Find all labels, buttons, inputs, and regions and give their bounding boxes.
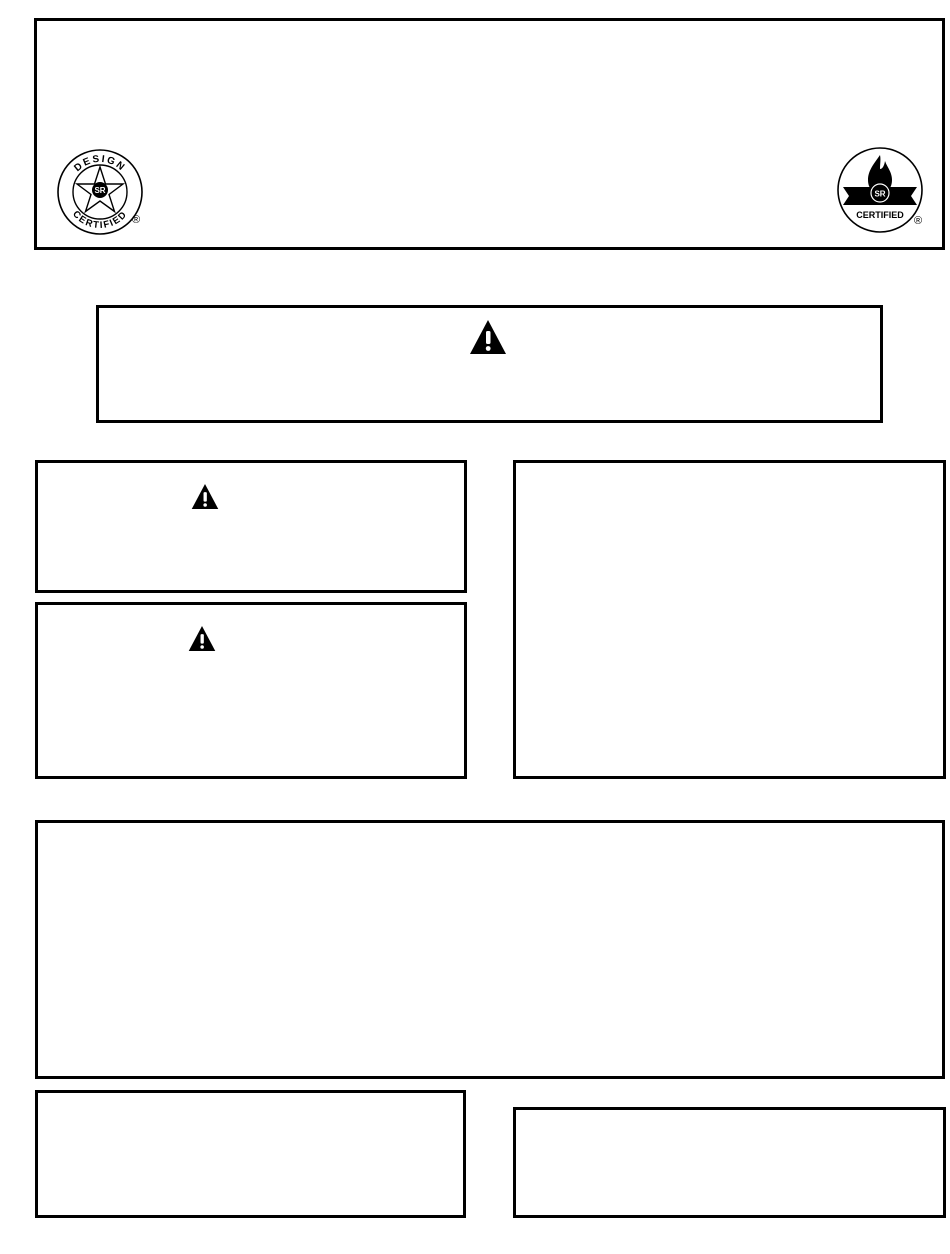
right-info-box: [513, 460, 946, 779]
header-box: [34, 18, 945, 250]
right-seal-banner: CERTIFIED: [856, 210, 904, 220]
bottom-left-box: [35, 1090, 466, 1218]
left-warning-box-2: [35, 602, 467, 779]
content-box: [35, 820, 945, 1079]
right-seal-registered-mark: ®: [914, 215, 923, 227]
flame-certified-seal: [835, 147, 925, 233]
right-seal-monogram: SR: [874, 189, 886, 199]
main-warning-box: [96, 305, 883, 423]
bottom-right-box: [513, 1107, 946, 1218]
left-seal-arc-top: DESIGN: [72, 153, 128, 175]
left-seal-monogram: SR: [94, 186, 106, 195]
left-seal-registered-mark: ®: [132, 214, 141, 226]
warning-triangle-icon: [191, 483, 219, 510]
warning-triangle-icon: [469, 319, 507, 355]
left-warning-box-1: [35, 460, 467, 593]
left-seal-arc-bottom: CERTIFIED: [70, 208, 130, 232]
warning-triangle-icon: [188, 625, 216, 652]
